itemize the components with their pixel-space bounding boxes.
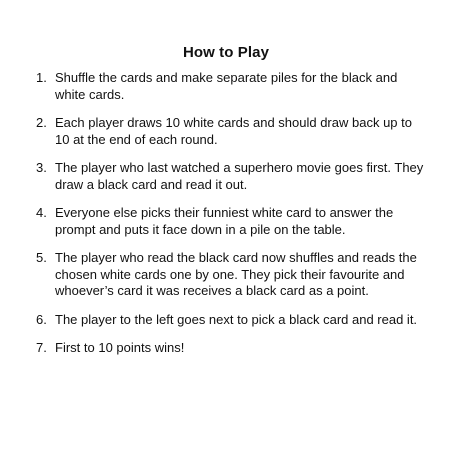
step-item-1 bbox=[36, 70, 430, 103]
step-item-4 bbox=[36, 205, 430, 238]
step-text: The player who last watched a superhero movie goes first. They draw a black card and read it out. bbox=[55, 160, 424, 192]
step-text: Everyone else picks their funniest white card to answer the prompt and puts it face down in a pile on the table. bbox=[55, 205, 394, 237]
step-item-6 bbox=[36, 312, 430, 329]
step-item-7 bbox=[36, 340, 430, 357]
step-number: 7. bbox=[36, 340, 47, 355]
step-number: 2. bbox=[36, 115, 47, 130]
step-number: 4. bbox=[36, 205, 47, 220]
step-text: The player to the left goes next to pick a black card and read it. bbox=[55, 311, 418, 327]
step-text: The player who read the black card now shuffles and reads the chosen white cards one by one. They pick their favourite and whoever’s card it was receives a black card as a point. bbox=[55, 250, 417, 298]
step-item-5 bbox=[36, 250, 430, 300]
step-number: 1. bbox=[36, 70, 47, 85]
step-number: 3. bbox=[36, 160, 47, 175]
page-title: How to Play bbox=[182, 44, 270, 61]
step-text: Each player draws 10 white cards and should draw back up to 10 at the end of each round. bbox=[55, 115, 412, 147]
steps-list bbox=[36, 70, 430, 369]
step-number: 6. bbox=[36, 311, 47, 327]
step-text: First to 10 points wins! bbox=[55, 340, 185, 355]
step-item-2 bbox=[36, 115, 430, 148]
step-text: Shuffle the cards and make separate piles for the black and white cards. bbox=[55, 70, 398, 102]
step-item-3 bbox=[36, 160, 430, 193]
step-number: 5. bbox=[36, 250, 47, 265]
